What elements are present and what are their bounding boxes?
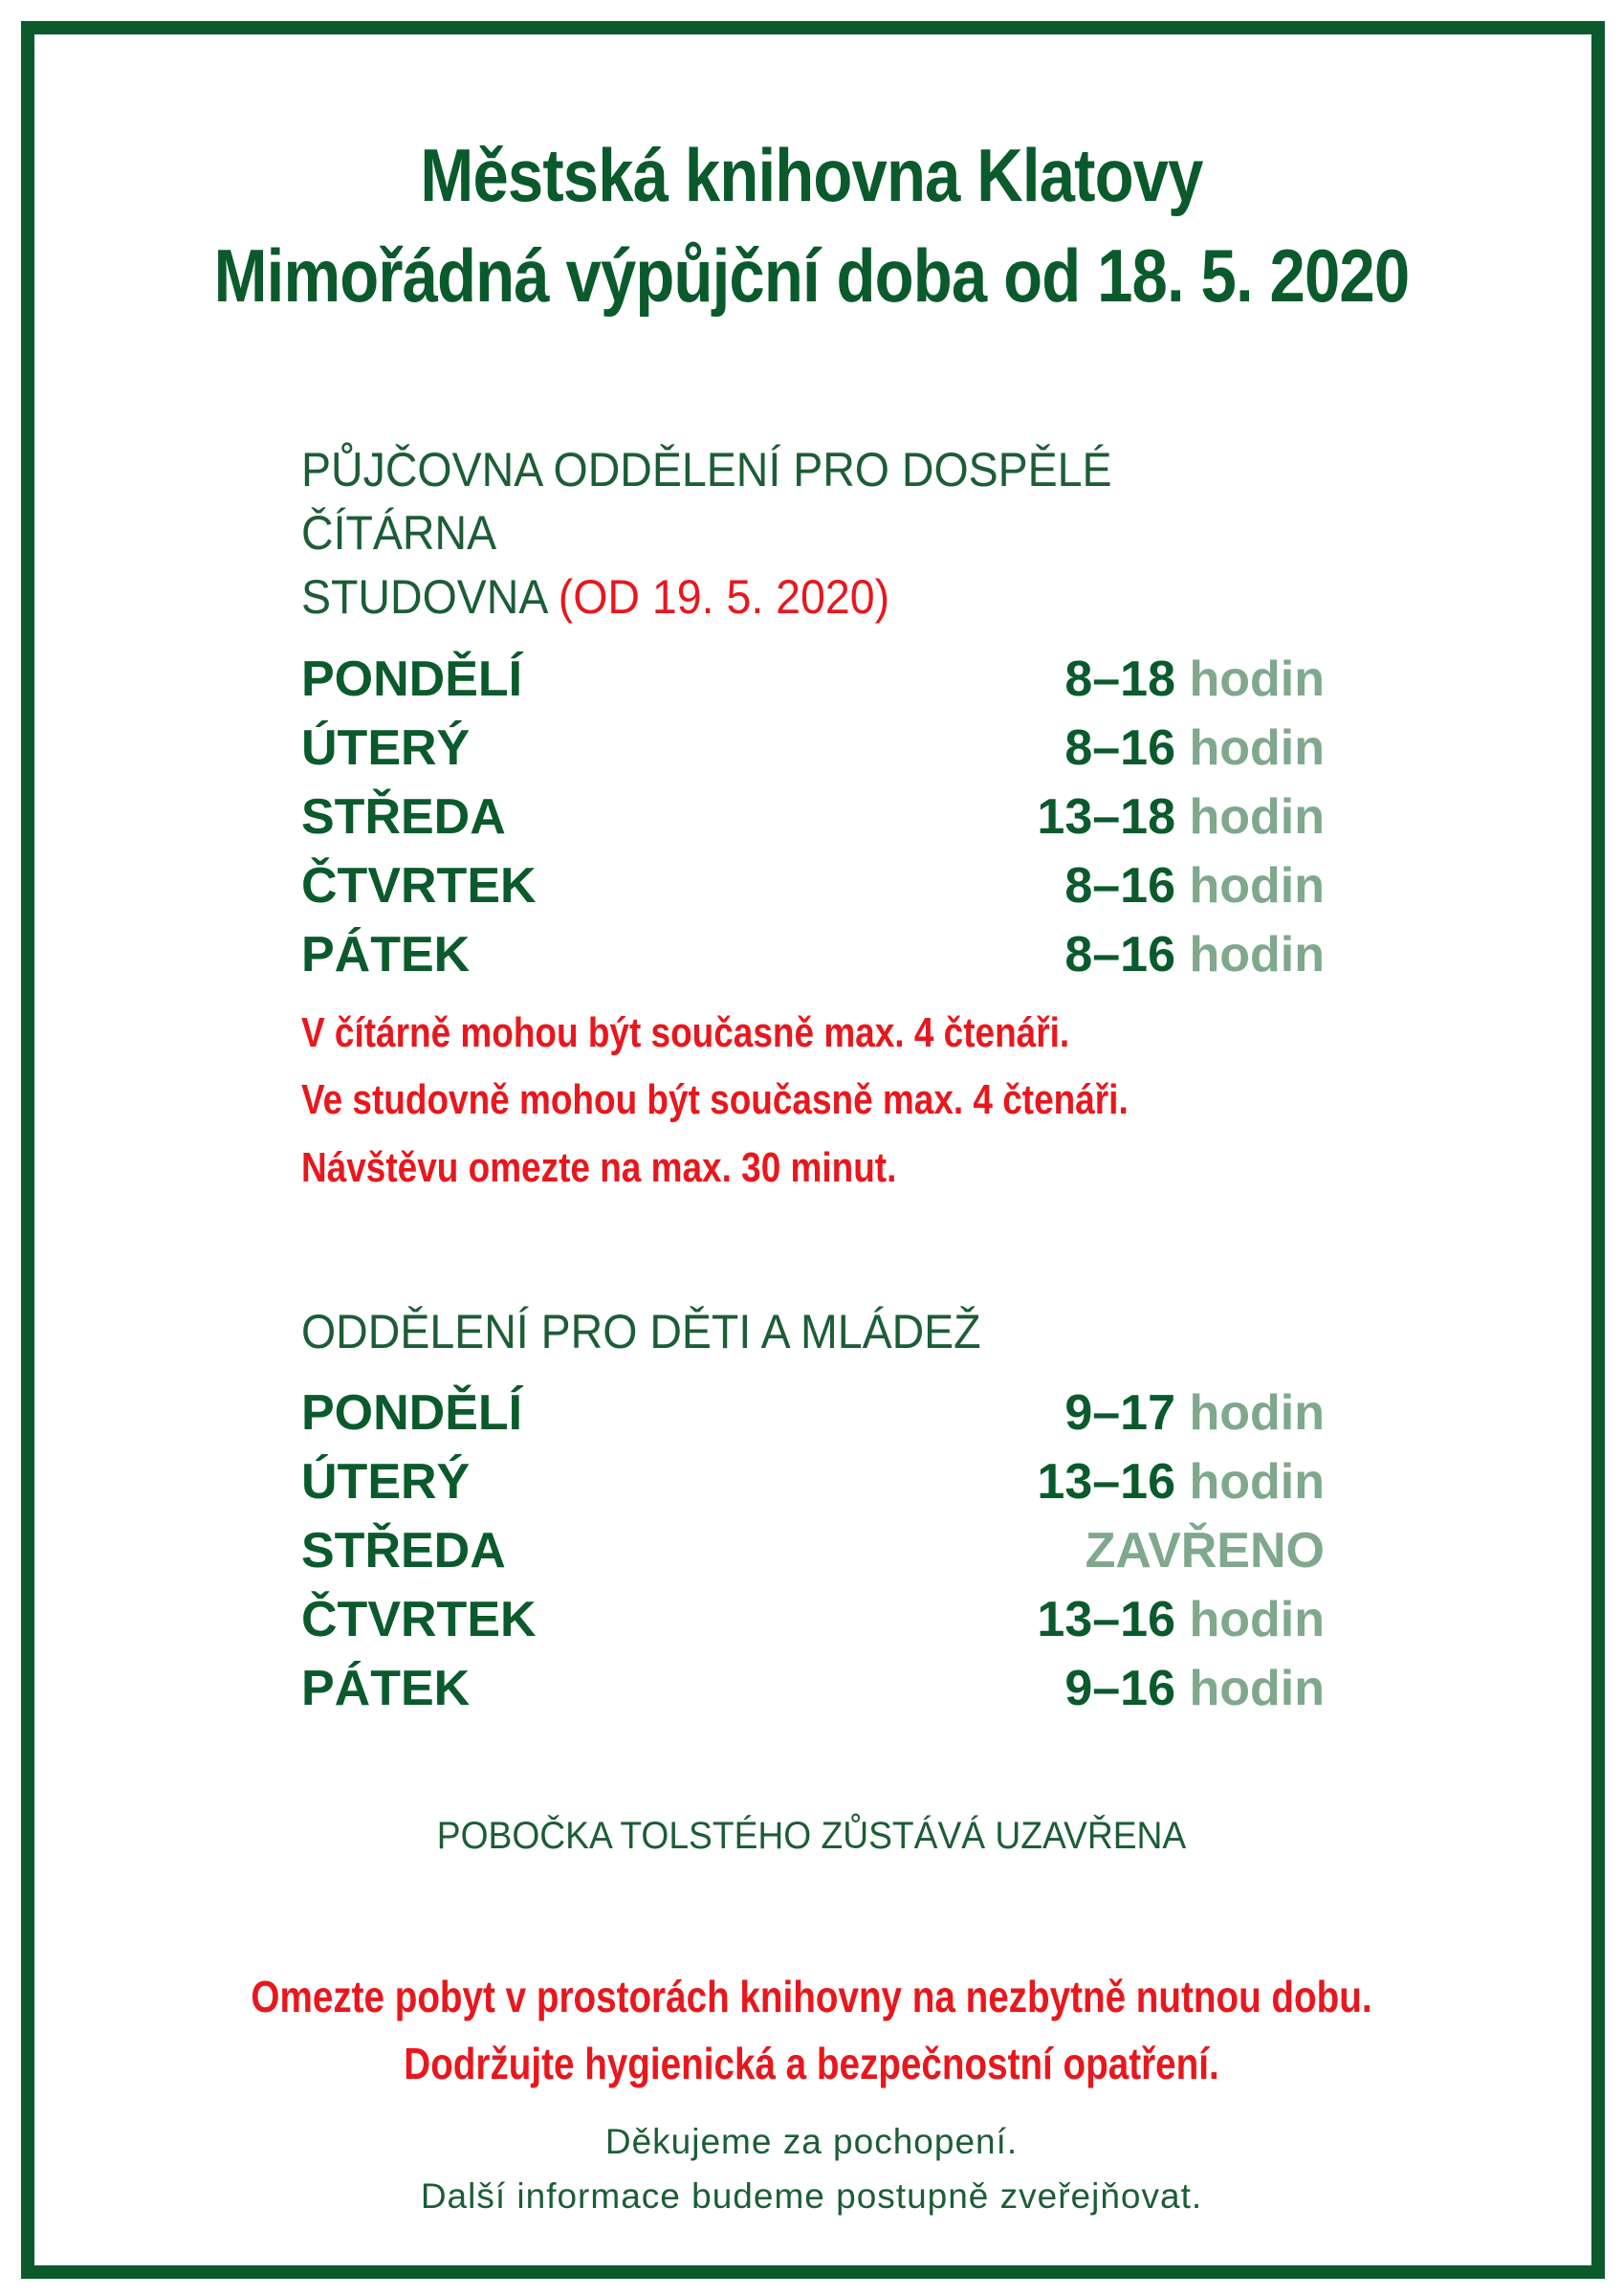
schedule-row [301,651,1325,719]
reading-room-limit: V čítárně mohou být současně max. 4 čtenáři. [301,1009,1070,1056]
day-label: STŘEDA [301,1523,506,1578]
day-label: ÚTERÝ [301,720,471,776]
opening-hours: 13–16 hodin [1037,1592,1325,1647]
schedule-row [301,1522,1325,1591]
opening-hours: 8–16 hodin [1064,720,1325,776]
day-label: STŘEDA [301,789,506,845]
hygiene-notice: Dodržujte hygienická a bezpečnostní opatření. [404,2039,1219,2088]
notice-title: Mimořádná výpůjční doba od 18. 5. 2020 [213,233,1410,318]
opening-hours: 9–17 hodin [1064,1385,1325,1441]
limit-stay-notice: Omezte pobyt v prostorách knihovny na nezbytně nutnou dobu. [251,1972,1372,2021]
schedule-row [301,788,1325,857]
schedule-row [301,719,1325,788]
thanks-text: Děkujeme za pochopení. [604,2122,1019,2161]
adults-heading-line2: ČÍTÁRNA [301,506,497,560]
day-label: PÁTEK [301,1661,471,1716]
adults-schedule [301,651,1325,995]
opening-hours: 13–18 hodin [1037,789,1325,845]
children-schedule [301,1384,1325,1729]
day-label: ÚTERÝ [301,1454,471,1510]
visit-duration-limit: Návštěvu omezte na max. 30 minut. [301,1144,897,1191]
opening-hours: 8–18 hodin [1064,651,1325,707]
opening-hours: 13–16 hodin [1037,1454,1325,1510]
schedule-row [301,1384,1325,1453]
schedule-row [301,857,1325,926]
branch-notice: POBOČKA TOLSTÉHO ZŮSTÁVÁ UZAVŘENA [436,1815,1187,1857]
studovna-date-note: (OD 19. 5. 2020) [558,570,890,624]
opening-hours: 8–16 hodin [1064,927,1325,982]
day-label: ČTVRTEK [301,1592,537,1647]
day-label: PÁTEK [301,927,471,982]
studovna-label: STUDOVNA [301,570,546,624]
schedule-row [301,1591,1325,1660]
closed-status: ZAVŘENO [1085,1523,1325,1578]
library-name: Městská knihovna Klatovy [420,133,1203,217]
adults-heading-line3 [301,569,889,625]
study-room-limit: Ve studovně mohou být současně max. 4 čtenáři. [301,1076,1129,1123]
schedule-row [301,926,1325,995]
schedule-row [301,1660,1325,1729]
children-heading: ODDĚLENÍ PRO DĚTI A MLÁDEŽ [301,1305,981,1358]
adults-heading-line1: PŮJČOVNA ODDĚLENÍ PRO DOSPĚLÉ [301,443,1112,497]
day-label: PONDĚLÍ [301,651,523,707]
opening-hours: 9–16 hodin [1064,1661,1325,1716]
opening-hours: 8–16 hodin [1064,858,1325,914]
schedule-row [301,1453,1325,1522]
day-label: PONDĚLÍ [301,1385,523,1441]
day-label: ČTVRTEK [301,858,537,914]
more-info-text: Další informace budeme postupně zveřejňovat. [420,2176,1203,2216]
